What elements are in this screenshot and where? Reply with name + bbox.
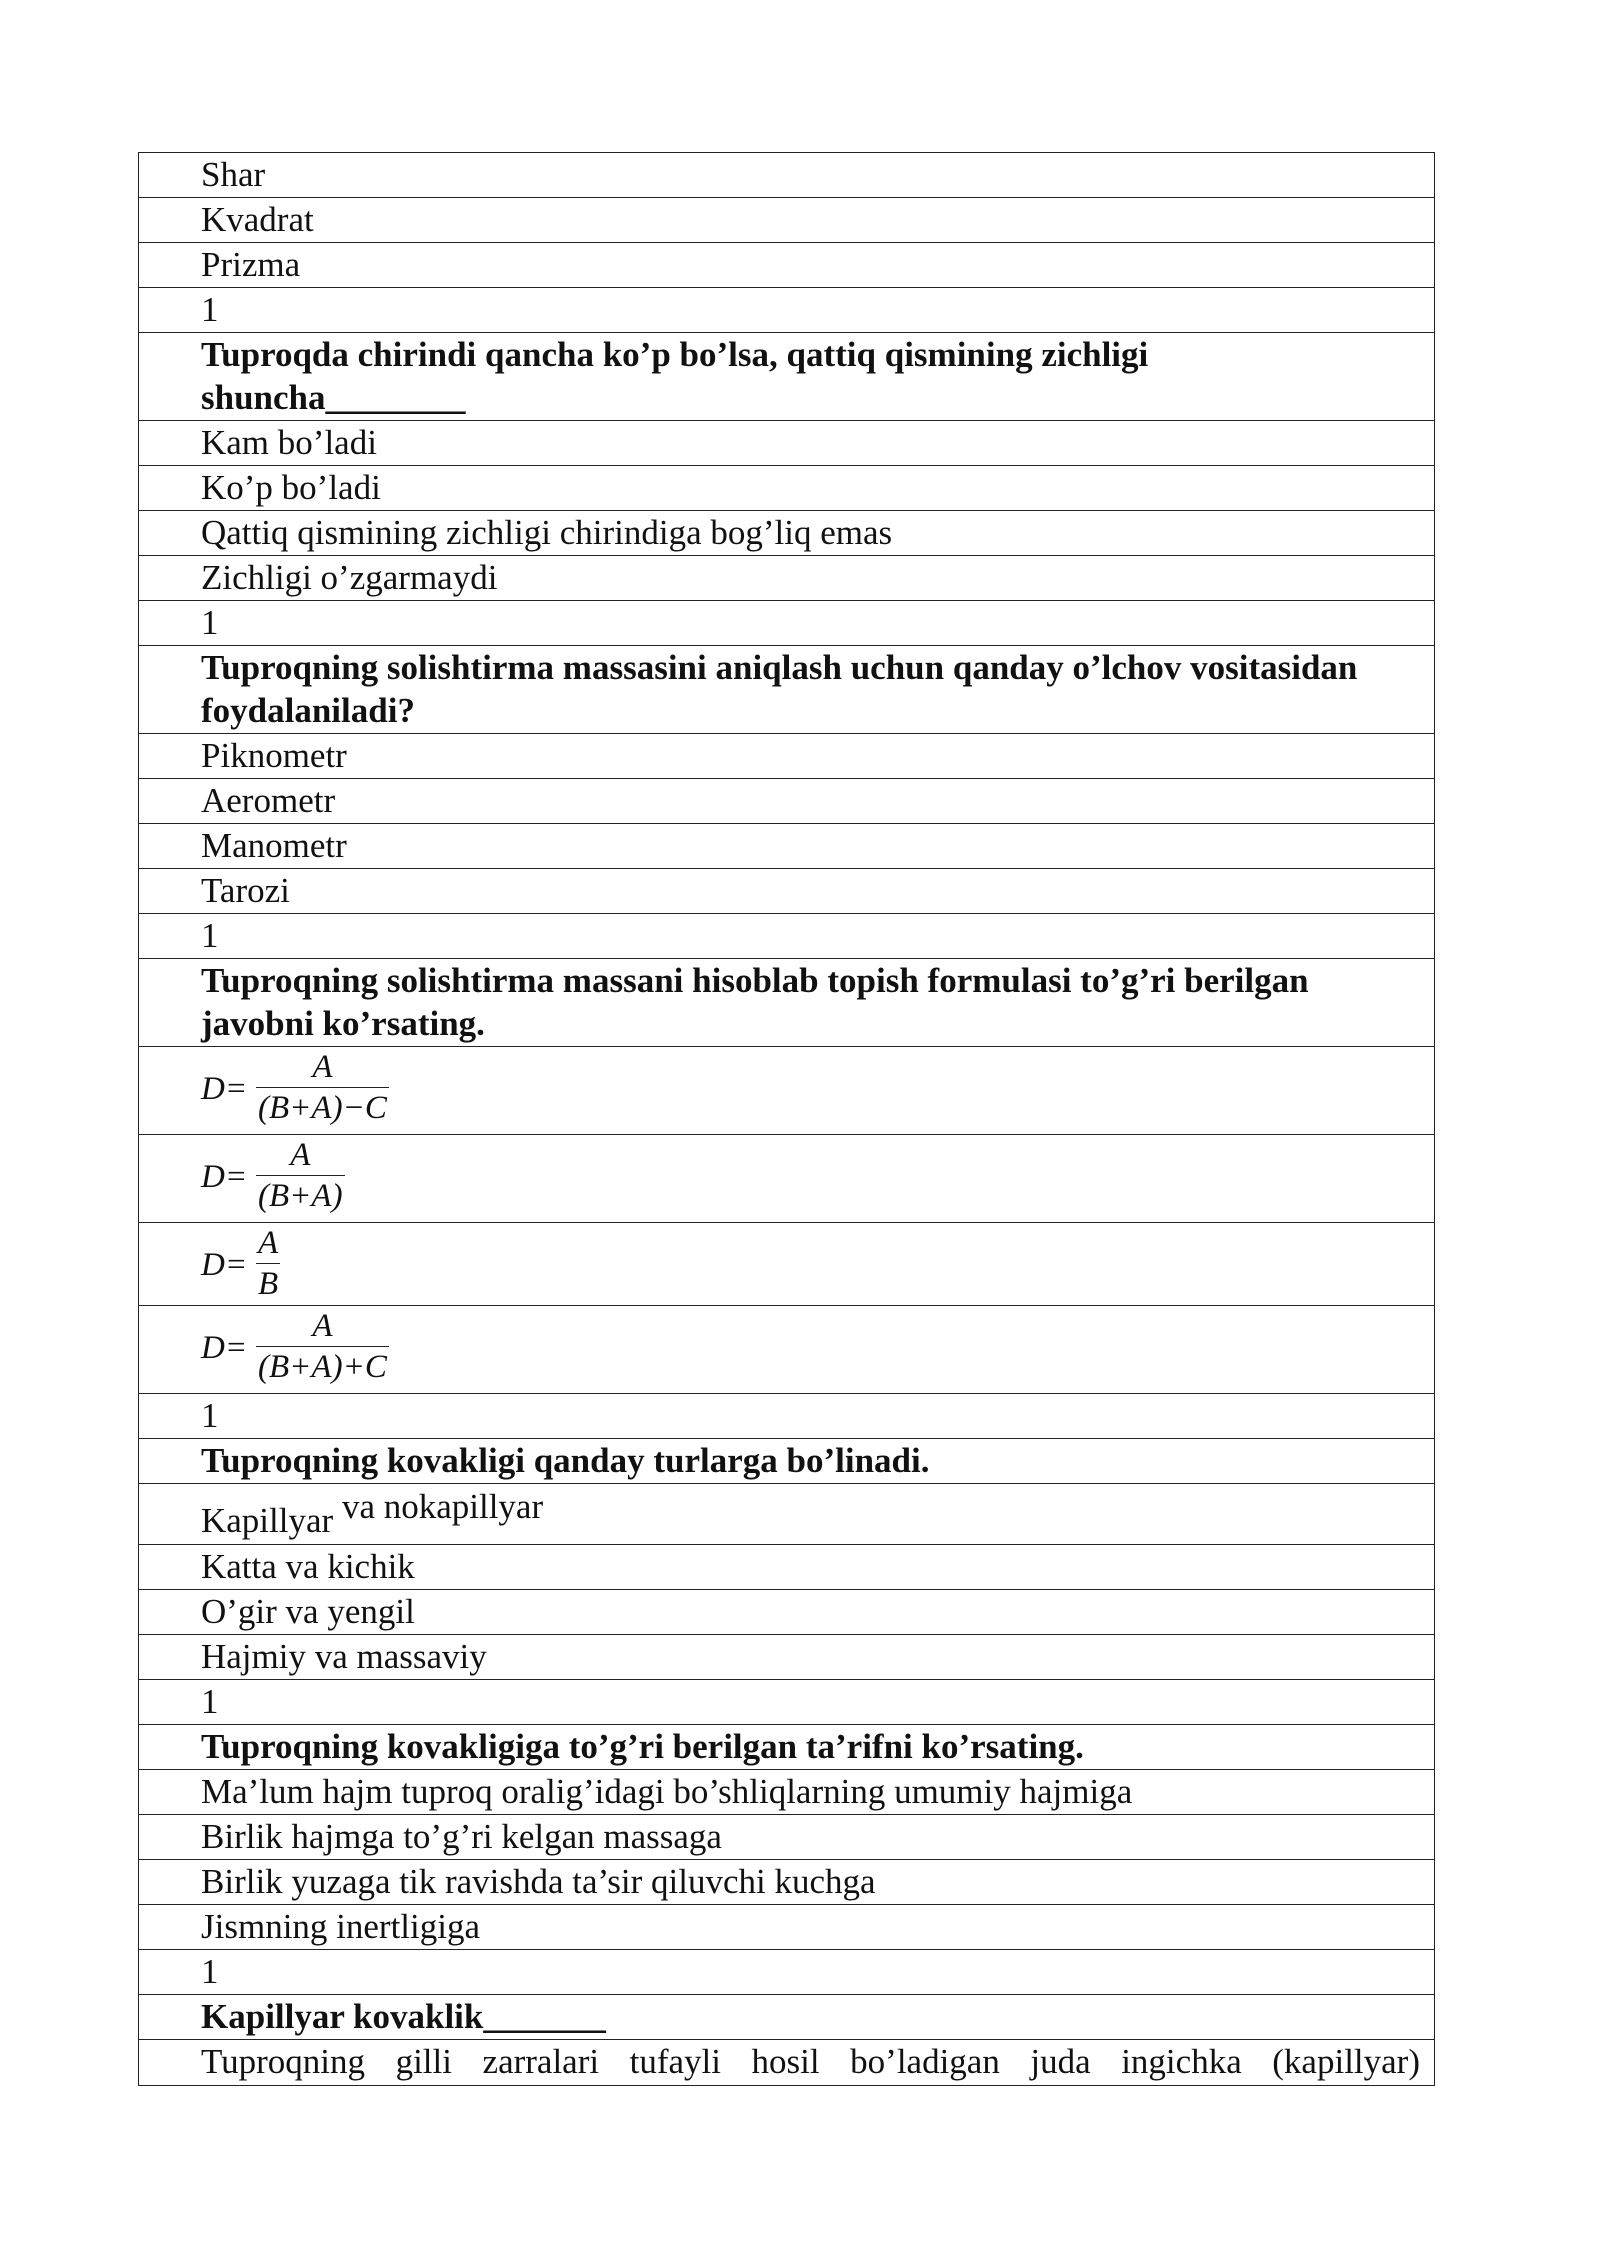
question-weight: 1 bbox=[139, 1394, 1434, 1439]
answer-raised: va nokapillyar bbox=[333, 1487, 544, 1526]
answer-main: Kapillyar bbox=[201, 1501, 334, 1540]
fraction bbox=[256, 1223, 280, 1304]
question-text: Tuproqning solishtirma massasini aniqlash uchun qanday o’lchov vositasidan foydalaniladi? bbox=[139, 646, 1434, 734]
question-text: Tuproqning kovakligi qanday turlarga bo’linadi. bbox=[139, 1439, 1434, 1484]
answer-option: Ko’p bo’ladi bbox=[139, 466, 1434, 511]
answer-option: Zichligi o’zgarmaydi bbox=[139, 556, 1434, 601]
answer-option: Birlik yuzaga tik ravishda ta’sir qiluvchi kuchga bbox=[139, 1860, 1434, 1905]
question-text: Tuproqning kovakligiga to’g’ri berilgan ta’rifni ko’rsating. bbox=[139, 1725, 1434, 1770]
answer-option: O’gir va yengil bbox=[139, 1590, 1434, 1635]
formula-lhs: D= bbox=[201, 1247, 248, 1283]
formula-option bbox=[139, 1223, 1434, 1306]
denominator: (B+A)+C bbox=[256, 1346, 389, 1387]
answer-option: Ma’lum hajm tuproq oralig’idagi bo’shliqlarning umumiy hajmiga bbox=[139, 1770, 1434, 1815]
formula-option bbox=[139, 1047, 1434, 1135]
numerator: A bbox=[290, 1137, 311, 1173]
formula-option bbox=[139, 1135, 1434, 1223]
numerator: A bbox=[312, 1308, 333, 1344]
denominator: (B+A)−C bbox=[256, 1087, 389, 1128]
answer-option: Piknometr bbox=[139, 734, 1434, 779]
answer-option: Katta va kichik bbox=[139, 1545, 1434, 1590]
fraction bbox=[256, 1135, 345, 1216]
question-weight: 1 bbox=[139, 288, 1434, 333]
numerator: A bbox=[258, 1225, 279, 1261]
question-weight: 1 bbox=[139, 1950, 1434, 1995]
answer-option: Hajmiy va massaviy bbox=[139, 1635, 1434, 1680]
question-weight: 1 bbox=[139, 914, 1434, 959]
answer-option: Tarozi bbox=[139, 869, 1434, 914]
fraction bbox=[256, 1047, 389, 1128]
formula-lhs: D= bbox=[201, 1330, 248, 1366]
answer-option bbox=[139, 1484, 1434, 1545]
answer-option: Shar bbox=[139, 153, 1434, 198]
numerator: A bbox=[312, 1049, 333, 1085]
formula-lhs: D= bbox=[201, 1071, 248, 1107]
question-table bbox=[138, 152, 1435, 2086]
answer-option: Tuproqning gilli zarralari tufayli hosil bo’ladigan juda ingichka (kapillyar) bbox=[201, 2042, 1420, 2081]
question-text: Kapillyar kovaklik_______ bbox=[139, 1995, 1434, 2040]
question-text: Tuproqda chirindi qancha ko’p bo’lsa, qattiq qismining zichligi shuncha________ bbox=[139, 333, 1434, 421]
fraction bbox=[256, 1306, 389, 1387]
question-weight: 1 bbox=[139, 1680, 1434, 1725]
answer-option: Kvadrat bbox=[139, 198, 1434, 243]
answer-option: Birlik hajmga to’g’ri kelgan massaga bbox=[139, 1815, 1434, 1860]
answer-option: Aerometr bbox=[139, 779, 1434, 824]
answer-option: Qattiq qismining zichligi chirindiga bog’liq emas bbox=[139, 511, 1434, 556]
formula-lhs: D= bbox=[201, 1159, 248, 1195]
answer-option: Prizma bbox=[139, 243, 1434, 288]
question-text: Tuproqning solishtirma massani hisoblab topish formulasi to’g’ri berilgan javobni ko’rsating. bbox=[139, 959, 1434, 1047]
answer-option: Jismning inertligiga bbox=[139, 1905, 1434, 1950]
denominator: (B+A) bbox=[256, 1175, 345, 1216]
question-weight: 1 bbox=[139, 601, 1434, 646]
answer-option: Manometr bbox=[139, 824, 1434, 869]
denominator: B bbox=[256, 1263, 280, 1304]
answer-option: Kam bo’ladi bbox=[139, 421, 1434, 466]
formula-option bbox=[139, 1306, 1434, 1394]
